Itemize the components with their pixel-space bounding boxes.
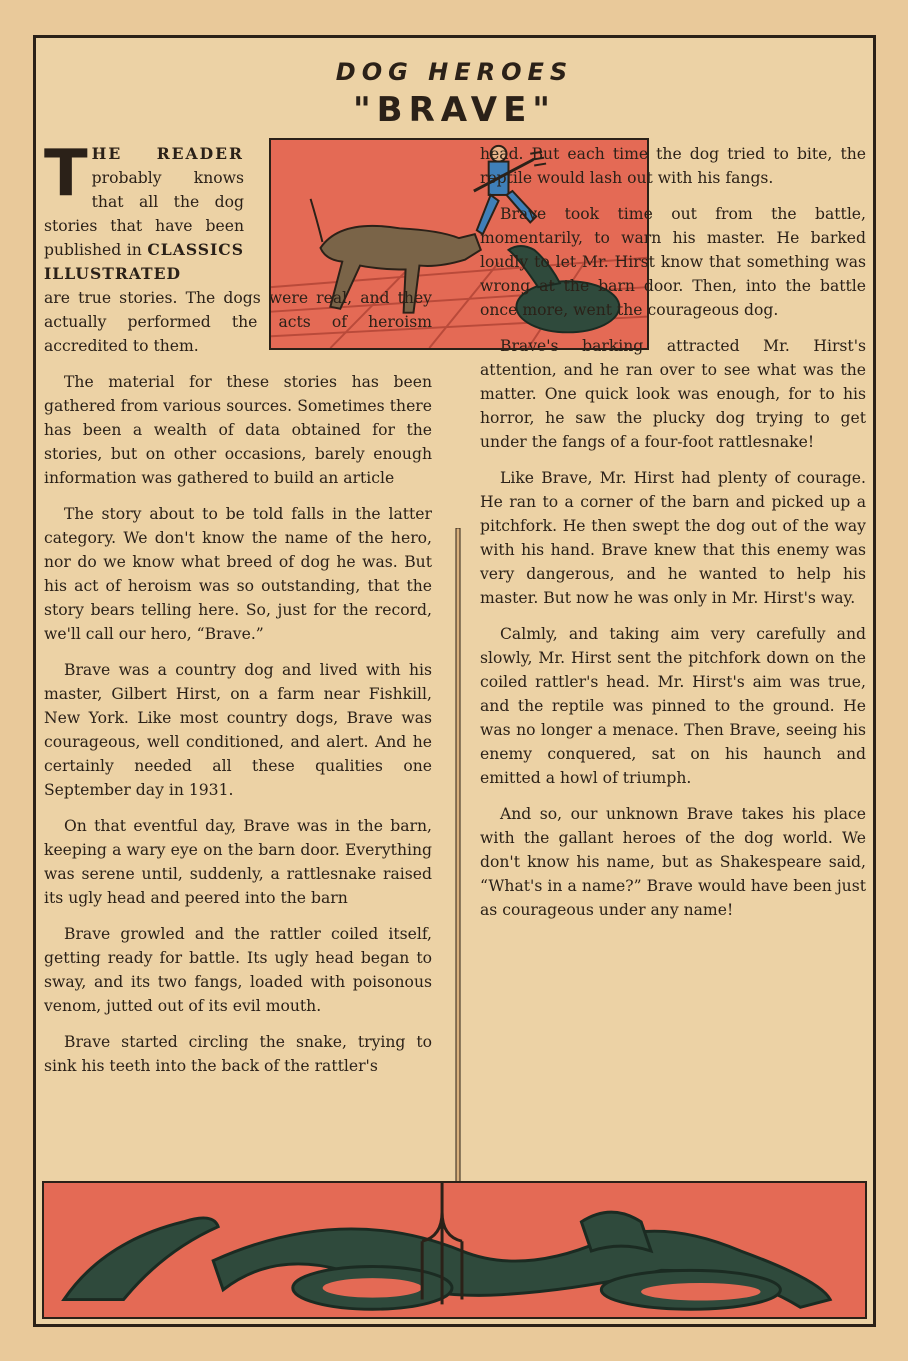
left-paragraph-2: The story about to be told falls in the latter category. We don't know the name of the hero, nor do we know what breed of dog he was. But his act of heroism was so outstanding, that the story bears telling here. So, just for the record, we'll call our hero, “Brave.”: [44, 505, 432, 643]
pitchfork-divider: [454, 528, 462, 1188]
rattlesnake-icon: [44, 1183, 865, 1317]
series-kicker: DOG HEROES: [335, 58, 574, 86]
story-title: "BRAVE": [352, 90, 557, 130]
left-paragraph-3: Brave was a country dog and lived with his master, Gilbert Hirst, on a farm near Fishkill, New York. Like most country dogs, Brave was courageous, well conditioned, and alert. And he certainly needed all these qualities one September day in 1931.: [44, 661, 432, 799]
left-paragraph-5: Brave growled and the rattler coiled itself, getting ready for battle. Its ugly head began to sway, and its two fangs, loaded with poisonous venom, jutted out of its evil mouth.: [44, 925, 432, 1015]
right-paragraph-3: Brave's barking attracted Mr. Hirst's attention, and he ran over to see what was the matter. One quick look was enough, for to his horror, he saw the plucky dog trying to get under the fangs of a four-foot rattlesnake!: [480, 337, 866, 451]
left-column: [44, 137, 432, 1090]
right-paragraph-5: Calmly, and taking aim very carefully and slowly, Mr. Hirst sent the pitchfork down on the coiled rattler's head. Mr. Hirst's aim was true, and the reptile was pinned to the ground. He was no longer a menace. Then Brave, seeing his enemy conquered, sat on his haunch and emitted a howl of triumph.: [480, 625, 866, 787]
left-paragraph-4: On that eventful day, Brave was in the barn, keeping a wary eye on the barn door. Everything was serene until, suddenly, a rattlesnake raised its ugly head and peered into the barn: [44, 817, 432, 907]
brand-name: CLASSICS ILLUSTRATED: [44, 240, 244, 283]
left-paragraph-1: The material for these stories has been gathered from various sources. Sometimes there has been a wealth of data obtained for the stories, but on other occasions, barely enough information was gathered to build an article: [44, 373, 432, 487]
right-paragraph-1: head. But each time the dog tried to bite, the reptile would lash out with his fangs.: [480, 145, 866, 187]
pitchfork-handle-icon: [454, 528, 462, 1188]
right-column: [480, 142, 866, 934]
left-paragraph-6: Brave started circling the snake, trying to sink his teeth into the back of the rattler's: [44, 1033, 432, 1075]
page-frame: [33, 35, 876, 1327]
right-paragraph-2: Brave took time out from the battle, momentarily, to warn his master. He barked loudly to let Mr. Hirst know that something was wrong at the barn door. Then, into the battle once more, went the courageous dog.: [480, 205, 866, 319]
intro-text: probably knows that all the dog stories that have been published in: [44, 169, 244, 259]
right-paragraph-6: And so, our unknown Brave takes his place with the gallant heroes of the dog world. We don't know his name, but as Shakespeare said, “What's in a name?” Brave would have been just as courageous under any name!: [480, 805, 866, 919]
rattlesnake-illustration: [42, 1181, 867, 1319]
intro-block: [44, 137, 244, 286]
intro-lead: HE READER: [91, 144, 244, 163]
right-paragraph-4: Like Brave, Mr. Hirst had plenty of courage. He ran to a corner of the barn and picked up a pitchfork. He then swept the dog out of the way with his hand. Brave knew that this enemy was very dangerous, and he wanted to help his master. But now he was only in Mr. Hirst's way.: [480, 469, 866, 607]
intro-tail: are true stories. The dogs were real, and they actually performed the acts of heroism accredited to them.: [44, 289, 432, 355]
drop-cap: T: [44, 137, 88, 211]
